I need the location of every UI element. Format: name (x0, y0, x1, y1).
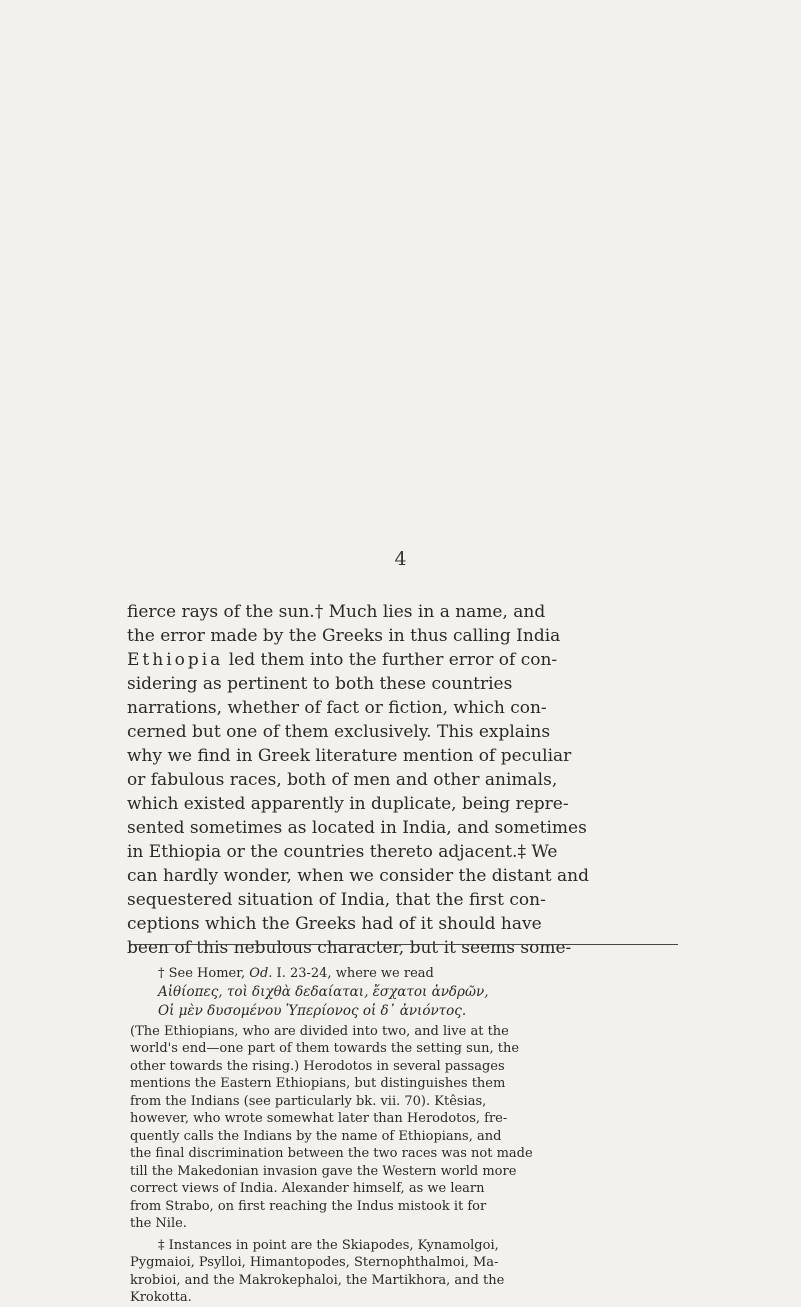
footnote-dagger-body (130, 1023, 678, 1233)
footnote-line: from the Indians (see particularly bk. vii. 70). Ktêsias, (130, 1093, 487, 1109)
footnote-line: correct views of India. Alexander himself, as we learn (130, 1181, 485, 1196)
footnote-line: (The Ethiopians, who are divided into two, and live at the (130, 1023, 509, 1039)
body-line: in Ethiopia or the countries thereto adjacent.‡ We (127, 842, 558, 862)
body-line (127, 648, 675, 672)
footnote-line: Pygmaioi, Psylloi, Himantopodes, Sternophthalmoi, Ma- (130, 1255, 499, 1270)
body-line: sented sometimes as located in India, and sometimes (127, 818, 587, 838)
footnote-line: Krokotta. (130, 1290, 192, 1305)
footnote-line: krobioi, and the Makrokephaloi, the Martikhora, and the (130, 1272, 505, 1288)
footnote-line: mentions the Eastern Ethiopians, but distinguishes them (130, 1076, 506, 1091)
greek-quote-line: Αἰθίοπες, τοὶ διχθὰ δεδαίαται, ἔσχατοι ἀνδρῶν, (158, 983, 489, 1000)
footnote-double-dagger (130, 1237, 678, 1307)
body-line: which existed apparently in duplicate, being repre- (127, 794, 569, 814)
footnote-line: however, who wrote somewhat later than Herodotos, fre- (130, 1111, 508, 1126)
footnote-separator (130, 944, 678, 945)
footnote-line: the final discrimination between the two races was not made (130, 1146, 533, 1161)
body-line: fierce rays of the sun.† Much lies in a name, and (127, 602, 546, 622)
footnote-line: other towards the rising.) Herodotos in several passages (130, 1058, 505, 1074)
footnote-line: quently calls the Indians by the name of Ethiopians, and (130, 1128, 502, 1144)
body-line: narrations, whether of fact or fiction, which con- (127, 698, 547, 718)
page-number: 4 (394, 548, 407, 570)
body-line: cerned but one of them exclusively. This explains (127, 722, 551, 742)
body-line: why we find in Greek literature mention of peculiar (127, 746, 572, 766)
body-line: or fabulous races, both of men and other animals, (127, 770, 558, 790)
odyssey-abbrev: Od. (249, 966, 273, 981)
main-text (127, 600, 675, 960)
greek-quote-line: Οἱ μὲν δυσομένου Ὑπερίονος οἱ δ᾽ ἀνιόντος. (158, 1002, 467, 1019)
body-line: been of this nebulous character, but it seems some- (127, 938, 572, 958)
body-line: the error made by the Greeks in thus calling India (127, 626, 561, 646)
footnote-dagger-intro (130, 965, 678, 983)
body-line: sidering as pertinent to both these countries (127, 674, 513, 694)
footnote-text: † See Homer, (158, 966, 250, 981)
body-line: ceptions which the Greeks had of it should have (127, 914, 542, 934)
footnote-line: till the Makedonian invasion gave the Western world more (130, 1163, 517, 1179)
body-line: sequestered situation of India, that the first con- (127, 890, 546, 910)
body-line: can hardly wonder, when we consider the distant and (127, 866, 589, 886)
footnote-line: world's end—one part of them towards the setting sun, the (130, 1041, 520, 1056)
ethiopia-spaced: Ethiopia (127, 650, 224, 670)
footnote-line: ‡ Instances in point are the Skiapodes, Kynamolgoi, (158, 1237, 499, 1253)
footnote-text: I. 23-24, where we read (272, 966, 434, 981)
body-line-rest: led them into the further error of con- (223, 650, 558, 670)
footnote-line: the Nile. (130, 1216, 187, 1231)
footnotes (130, 965, 678, 1307)
footnote-line: from Strabo, on first reaching the Indus mistook it for (130, 1198, 487, 1214)
